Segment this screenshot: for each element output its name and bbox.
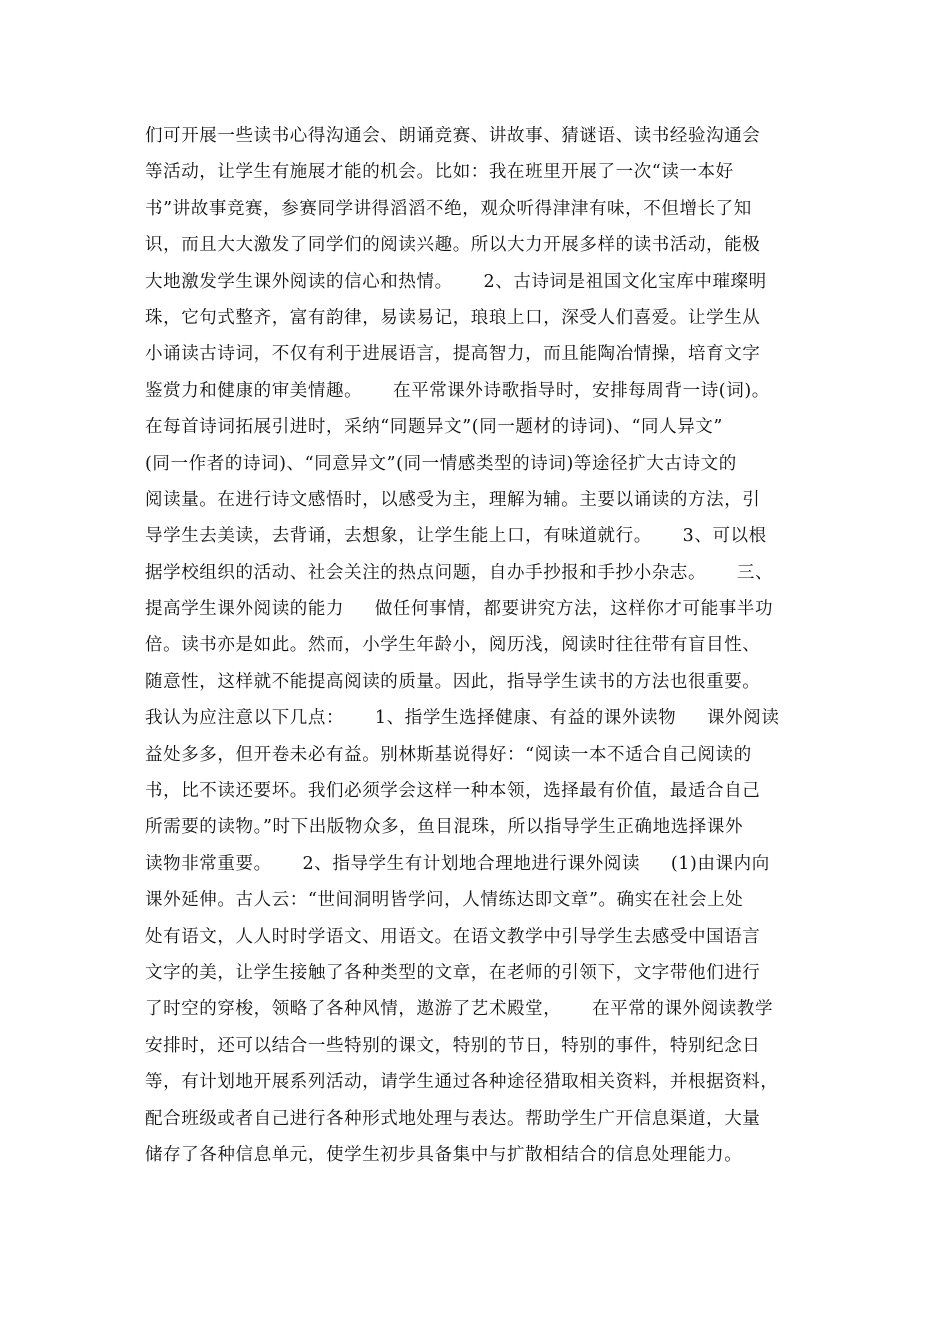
text-line: 储存了各种信息单元，使学生初步具备集中与扩散相结合的信息处理能力。: [145, 1144, 743, 1165]
text-line: 识，而且大大激发了同学们的阅读兴趣。所以大力开展多样的读书活动，能极: [145, 235, 761, 256]
text-line: 读物非常重要。 2、指导学生有计划地合理地进行课外阅读 (1)由课内向: [145, 853, 770, 874]
text-line: (同一作者的诗词)、“同意异文”(同一情感类型的诗词)等途径扩大古诗文的: [145, 453, 737, 474]
text-line: 大地激发学生课外阅读的信心和热情。 2、古诗词是祖国文化宝库中璀璨明: [145, 271, 767, 292]
text-line: 鉴赏力和健康的审美情趣。 在平常课外诗歌指导时，安排每周背一诗(词)。: [145, 380, 770, 401]
text-line: 我认为应注意以下几点： 1、指学生选择健康、有益的课外读物 课外阅读: [145, 708, 780, 729]
text-line: 书”讲故事竞赛，参赛同学讲得滔滔不绝，观众听得津津有味，不但增长了知: [145, 198, 752, 219]
text-line: 阅读量。在进行诗文感悟时，以感受为主，理解为辅。主要以诵读的方法，引: [145, 489, 761, 510]
text-line: 等，有计划地开展系列活动，请学生通过各种途径猎取相关资料，并根据资料，: [145, 1072, 779, 1093]
text-line: 文字的美，让学生接触了各种类型的文章，在老师的引领下，文字带他们进行: [145, 962, 761, 983]
text-line: 处有语文，人人时时学语文、用语文。在语文教学中引导学生去感受中国语言: [145, 926, 761, 947]
text-line: 益处多多，但开卷未必有益。别林斯基说得好：“阅读一本不适合自己阅读的: [145, 744, 752, 765]
text-line: 导学生去美读，去背诵，去想象，让学生能上口，有味道就行。 3、可以根: [145, 526, 767, 547]
text-line: 随意性，这样就不能提高阅读的质量。因此，指导学生读书的方法也很重要。: [145, 671, 761, 692]
text-line: 书，比不读还要坏。我们必须学会这样一种本领，选择最有价值，最适合自己: [145, 781, 761, 802]
text-line: 安排时，还可以结合一些特别的课文，特别的节日，特别的事件，特别纪念日: [145, 1035, 761, 1056]
text-line: 们可开展一些读书心得沟通会、朗诵竞赛、讲故事、猜谜语、读书经验沟通会: [145, 126, 761, 146]
text-line: 了时空的穿梭，领略了各种风情，遨游了艺术殿堂， 在平常的课外阅读教学: [145, 999, 774, 1020]
text-line: 配合班级或者自己进行各种形式地处理与表达。帮助学生广开信息渠道，大量: [145, 1108, 761, 1129]
text-line: 珠，它句式整齐，富有韵律，易读易记，琅琅上口，深受人们喜爱。让学生从: [145, 307, 761, 328]
text-line: 据学校组织的活动、社会关注的热点问题，自办手抄报和手抄小杂志。 三、: [145, 562, 774, 583]
text-line: 所需要的读物。”时下出版物众多，鱼目混珠，所以指导学生正确地选择课外: [145, 817, 744, 838]
text-line: 课外延伸。古人云：“世间洞明皆学问，人情练达即文章”。确实在社会上处: [145, 890, 744, 911]
text-line: 在每首诗词拓展引进时，采纳“同题异文”(同一题材的诗词)、“同人异文”: [145, 417, 723, 438]
text-line: 提高学生课外阅读的能力 做任何事情，都要讲究方法，这样你才可能事半功: [145, 599, 774, 620]
text-line: 等活动，让学生有施展才能的机会。比如：我在班里开展了一次“读一本好: [145, 162, 734, 183]
body-text: [145, 118, 815, 1173]
text-line: 小诵读古诗词，不仅有利于进展语言，提高智力，而且能陶冶情操，培育文字: [145, 344, 761, 365]
text-line: 倍。读书亦是如此。然而，小学生年龄小，阅历浅，阅读时往往带有盲目性、: [145, 635, 761, 656]
